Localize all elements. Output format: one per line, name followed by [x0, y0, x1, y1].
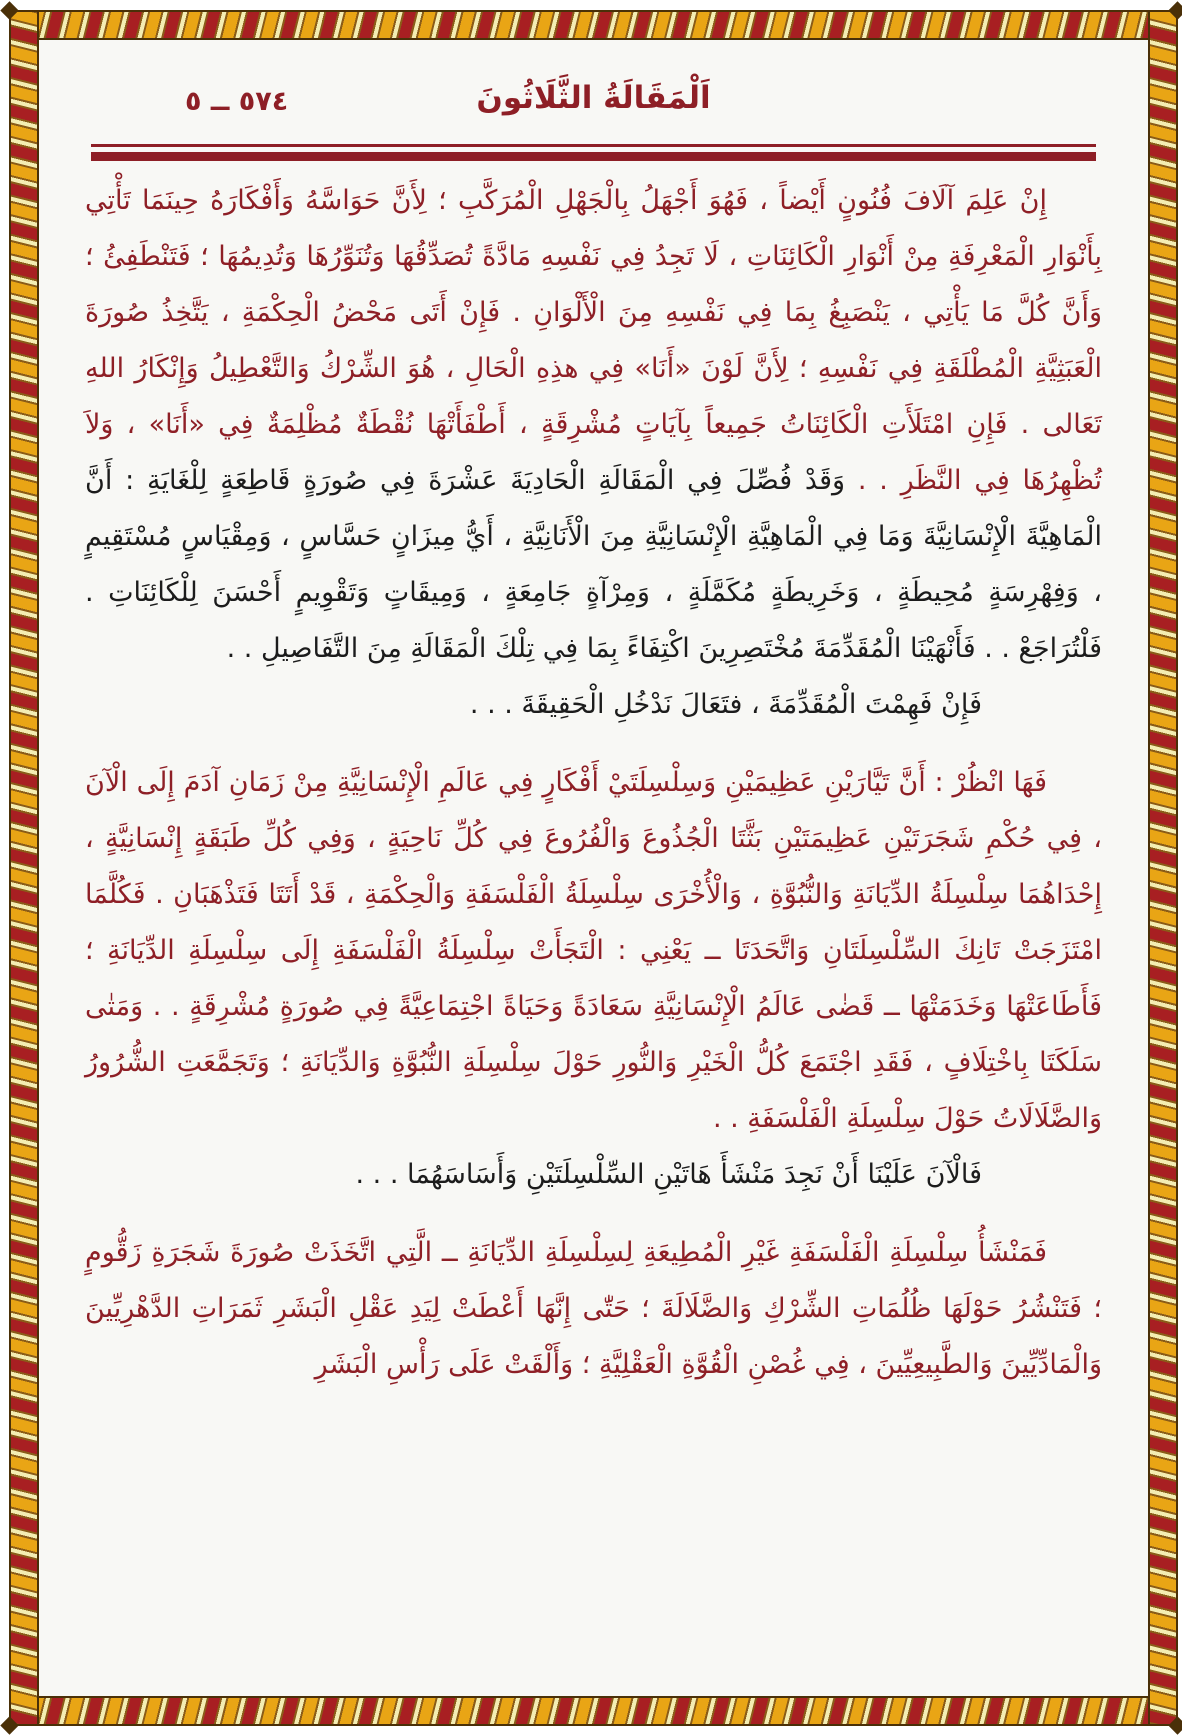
body-paragraph [85, 1225, 1102, 1393]
page-number: ٥٧٤ ــ ٥ [185, 86, 289, 117]
body-text [85, 173, 1102, 1393]
page-header [85, 66, 1102, 138]
frame-border-right [1148, 10, 1178, 1726]
header-rule [91, 144, 1096, 161]
text-segment: فَمَنْشَأُ سِلْسِلَةِ الْفَلْسَفَةِ غَيْرِ الْمُطِيعَةِ لِسِلْسِلَةِ الدِّيَانَةِ ــ الَّتِي اتَّخَذَتْ صُورَةَ شَجَرَةِ زَقُّومٍ ؛ فَتَنْشُرُ حَوْلَهَا ظُلُمَاتِ الشِّرْكِ وَالضَّلَالَةَ ؛ حَتّٰى إِنَّهَا أَعْطَتْ لِيَدِ عَقْلِ الْبَشَرِ ثَمَرَاتِ الدَّهْرِيِّينَ وَالْمَادِّيِّينَ وَالطَّبِيعِيِّينَ ، فِي غُصْنِ الْقُوَّةِ الْعَقْلِيَّةِ ؛ وَأَلْقَتْ عَلَى رَأْسِ الْبَشَرِ [85, 1237, 1102, 1380]
text-segment: فَإِنْ فَهِمْتَ الْمُقَدِّمَةَ ، فتَعَالَ نَدْخُلِ الْحَقِيقَةَ . . . [469, 689, 982, 720]
body-paragraph [85, 1147, 1102, 1203]
frame-border-left [9, 10, 39, 1726]
body-paragraph [85, 677, 1102, 733]
text-segment: فَالْآنَ عَلَيْنَا أَنْ نَجِدَ مَنْشَأَ هَاتَيْنِ السِّلْسِلَتَيْنِ وَأَسَاسَهُمَا . . . [355, 1159, 982, 1190]
frame-border-top [9, 10, 1178, 40]
page-area [39, 40, 1148, 1696]
text-segment: فَهَا انْظُرْ : أَنَّ تَيَّارَيْنِ عَظِيمَيْنِ وَسِلْسِلَتَيْ أَفْكَارٍ فِي عَالَمِ الْإِنْسَانِيَّةِ مِنْ زَمَانِ آدَمَ إِلَى الْآنَ ، فِي حُكْمِ شَجَرَتَيْنِ عَظِيمَتَيْنِ بَثَّتَا الْجُذُوعَ وَالْفُرُوعَ فِي كُلِّ نَاحِيَةٍ ، وَفِي كُلِّ طَبَقَةٍ إِنْسَانِيَّةٍ ، إِحْدَاهُمَا سِلْسِلَةُ الدِّيَانَةِ وَالنُّبُوَّةِ ، وَالْأُخْرَى سِلْسِلَةُ الْفَلْسَفَةِ وَالْحِكْمَةِ ، قَدْ أَتَتَا فَتَذْهَبَانِ . فَكُلَّمَا امْتَزَجَتْ تَانِكَ السِّلْسِلَتَانِ وَاتَّحَدَتَا ــ يَعْنِي : الْتَجَأَتْ سِلْسِلَةُ الْفَلْسَفَةِ إِلَى سِلْسِلَةِ الدِّيَانَةِ ؛ فَأَطَاعَتْهَا وَخَدَمَتْهَا ــ قَضٰى عَالَمُ الْإِنْسَانِيَّةِ سَعَادَةً وَحَيَاةً اجْتِمَاعِيَّةً فِي صُورَةٍ مُشْرِقَةٍ . . وَمَتٰى سَلَكَتَا بِاخْتِلَافٍ ، فَقَدِ اجْتَمَعَ كُلُّ الْخَيْرِ وَالنُّورِ حَوْلَ سِلْسِلَةِ النُّبُوَّةِ وَالدِّيَانَةِ ؛ وَتَجَمَّعَتِ الشُّرُورُ وَالضَّلَالَاتُ حَوْلَ سِلْسِلَةِ الْفَلْسَفَةِ . . [85, 767, 1102, 1134]
page-title: اَلْمَقَالَةُ الثَّلَاثُونَ [476, 80, 711, 116]
text-segment: إِنْ عَلِمَ آلَافَ فُنُونٍ أَيْضاً ، فَهُوَ أَجْهَلُ بِالْجَهْلِ الْمُرَكَّبِ ؛ لِأَنَّ حَوَاسَّهُ وَأَفْكَارَهُ حِينَمَا تَأْتِي بِأَنْوَارِ الْمَعْرِفَةِ مِنْ أَنْوَارِ الْكَائِنَاتِ ، لَا تَجِدُ فِي نَفْسِهِ مَادَّةً تُصَدِّقُهَا وَتُنَوِّرُهَا وَتُدِيمُهَا ؛ فَتَنْطَفِئُ ؛ وَأَنَّ كُلَّ مَا يَأْتِي ، يَنْصَبِغُ بِمَا فِي نَفْسِهِ مِنَ الْأَلْوَانِ . فَإِنْ أَتَى مَحْضُ الْحِكْمَةِ ، يَتَّخِذُ صُورَةَ الْعَبَثِيَّةِ الْمُطْلَقَةِ فِي نَفْسِهِ ؛ لِأَنَّ لَوْنَ «أَنَا» فِي هذِهِ الْحَالِ ، هُوَ الشِّرْكُ وَالتَّعْطِيلُ وَإِنْكَارُ اللهِ تَعَالى . فَإِنِ امْتَلَأَتِ الْكَائِنَاتُ جَمِيعاً بِآيَاتٍ مُشْرِقَةٍ ، أَطْفَأَتْهَا نُقْطَةٌ مُظْلِمَةٌ فِي «أَنَا» ، وَلاَ تُظْهِرُهَا فِي النَّظَرِ . . [85, 185, 1102, 496]
body-paragraph [85, 755, 1102, 1147]
text-segment: وَقَدْ فُصِّلَ فِي الْمَقَالَةِ الْحَادِيَةَ عَشْرَةَ فِي صُورَةٍ قَاطِعَةٍ لِلْغَايَةِ : أَنَّ الْمَاهِيَّةَ الْإِنْسَانِيَّةَ وَمَا فِي الْمَاهِيَّةِ الْإِنْسَانِيَّةِ مِنَ الْأَنَانِيَّةِ ، أَيُّ مِيزَانٍ حَسَّاسٍ ، وَمِقْيَاسٍ مُسْتَقِيمٍ ، وَفِهْرِسَةٍ مُحِيطَةٍ ، وَخَرِيطَةٍ مُكَمَّلَةٍ ، وَمِرْآةٍ جَامِعَةٍ ، وَمِيقَاتٍ وَتَقْوِيمٍ أَحْسَنَ لِلْكَائِنَاتِ . فَلْتُرَاجَعْ . . فَأَنْهَيْنَا الْمُقَدِّمَةَ مُخْتَصِرِينَ اكْتِفَاءً بِمَا فِي تِلْكَ الْمَقَالَةِ مِنَ التَّفَاصِيلِ . . [85, 465, 1102, 664]
body-paragraph [85, 173, 1102, 677]
text-area [39, 40, 1148, 1696]
frame-border-bottom [9, 1696, 1178, 1726]
